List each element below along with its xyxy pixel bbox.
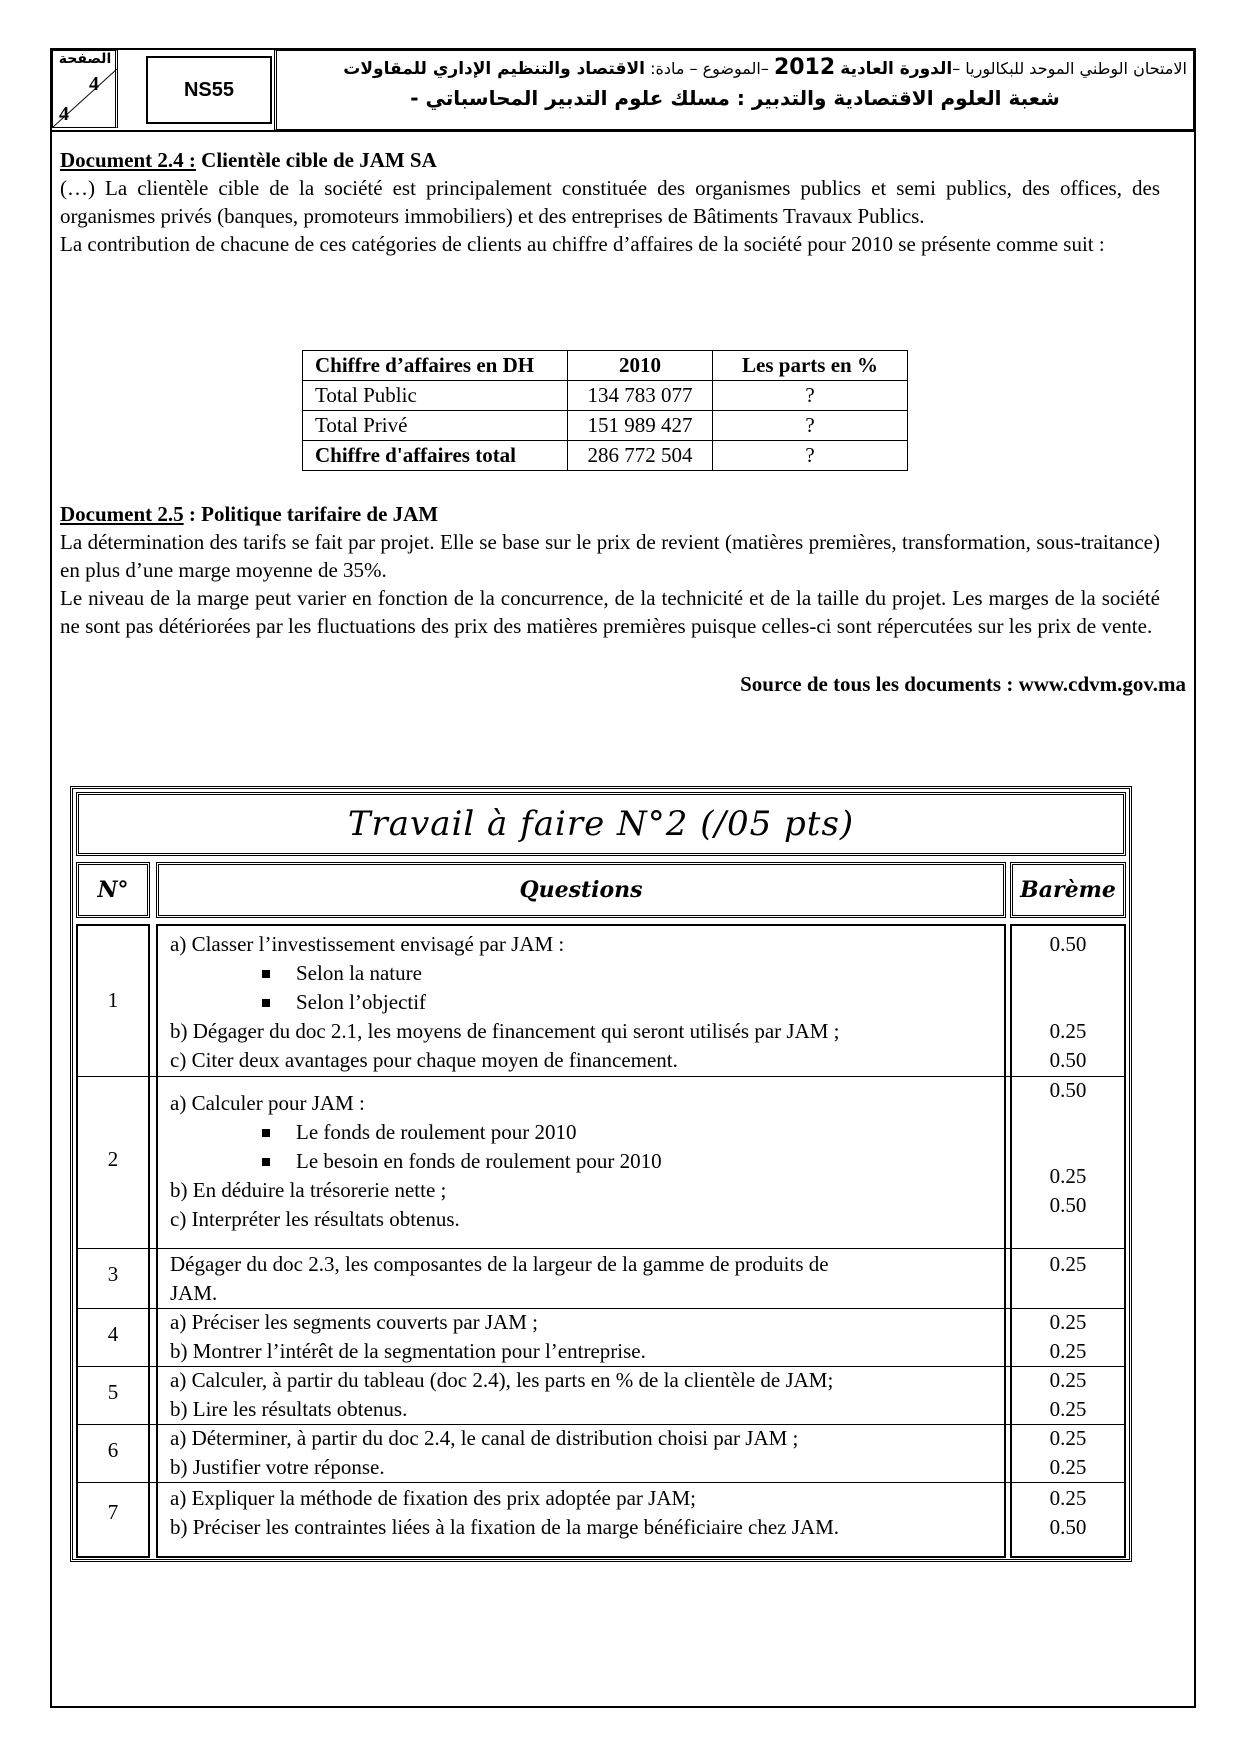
table-header-row [303,351,908,381]
exam-subject-name: الاقتصاد والتنظيم الإداري للمقاولات [343,59,645,79]
list-item [170,988,840,1017]
doc-2-5-paragraph-2: Le niveau de la marge peut varier en fonction de la concurrence, de la technicité et de la taille du projet. Les marges de la société ne sont pas détériorées par les fluctuations des prix des matières premières puisque celles-ci sont répercutées sur les prix de vente. [60,586,1160,638]
row-separator [76,1482,1126,1483]
doc-2-4-paragraph-2: La contribution de chacune de ces catégories de clients au chiffre d’affaires de la société pour 2010 se présente comme suit : [60,232,1105,256]
exam-subject-label: –الموضوع – مادة: [650,59,769,78]
points: 0.50 [1049,1193,1087,1217]
question-3-line-1: Dégager du doc 2.3, les composantes de la largeur de la gamme de produits de [170,1252,829,1276]
table-cell: 151 989 427 [568,411,713,441]
document-2-5 [60,500,1160,640]
points: 0.25 [1049,1486,1087,1510]
exam-track: شعبة العلوم الاقتصادية والتدبير : مسلك علوم التدبير المحاسباتي - [410,86,1060,110]
points: 0.25 [1049,1019,1087,1043]
page-number-box [52,50,118,128]
work-title: Travail à faire N°2 (/05 pts) [76,792,1126,856]
list-item [170,1147,662,1176]
table-header-cell: 2010 [568,351,713,381]
question-7-text [170,1484,839,1542]
table-cell: Total Privé [303,411,568,441]
list-item [170,1118,662,1147]
question-3-line-2: JAM. [170,1281,218,1305]
question-1a-item-2: Selon l’objectif [296,990,427,1014]
exam-name: الامتحان الوطني الموحد للبكالوريا – [952,59,1187,78]
exam-code: NS55 [146,56,272,124]
question-4-text [170,1308,646,1366]
list-item [170,959,840,988]
points: 0.50 [1049,1515,1087,1539]
question-6-text [170,1424,798,1482]
points: 0.25 [1049,1339,1087,1363]
question-number: 7 [107,1500,119,1524]
points: 0.50 [1049,932,1087,956]
question-5-text [170,1366,833,1424]
doc-2-5-label: Document 2.5 [60,502,184,526]
table-cell: 286 772 504 [568,441,713,471]
page-label: الصفحة [58,51,112,67]
question-1a: a) Classer l’investissement envisagé par JAM : [170,932,565,956]
table-cell: ? [713,381,908,411]
table-cell: ? [713,441,908,471]
question-2a: a) Calculer pour JAM : [170,1091,365,1115]
question-7b: b) Préciser les contraintes liées à la fixation de la marge bénéficiaire chez JAM. [170,1515,839,1539]
doc-2-5-title [60,500,1160,528]
points: 0.25 [1049,1252,1087,1276]
points: 0.25 [1049,1397,1087,1421]
row-separator [76,1076,1126,1077]
question-number: 3 [107,1262,119,1286]
doc-2-4-heading: Clientèle cible de JAM SA [195,148,437,172]
document-2-4 [60,146,1160,258]
column-header-number: N° [76,862,150,918]
doc-2-4-paragraph-1: (…) La clientèle cible de la société est principalement constituée des organismes publics et semi publics, des offices, des organismes privés (banques, promoteurs immobiliers) et des entreprises de Bâtiments Travaux Publics. [60,176,1160,228]
page-total: 4 [59,103,69,125]
exam-session: الدورة العادية [840,59,953,79]
question-6b: b) Justifier votre réponse. [170,1455,385,1479]
question-2a-item-1: Le fonds de roulement pour 2010 [296,1120,577,1144]
column-header-bareme: Barème [1010,862,1126,918]
points: 0.25 [1049,1455,1087,1479]
points: 0.25 [1049,1368,1087,1392]
question-2a-item-2: Le besoin en fonds de roulement pour 2010 [296,1149,662,1173]
question-5b: b) Lire les résultats obtenus. [170,1397,408,1421]
source-line: Source de tous les documents : www.cdvm.gov.ma [740,672,1186,696]
question-4a: a) Préciser les segments couverts par JAM ; [170,1310,538,1334]
points: 0.25 [1049,1164,1087,1188]
exam-title-line1 [283,55,1187,80]
question-number: 2 [107,1147,119,1171]
doc-2-4-label: Document 2.4 : [60,148,196,172]
exam-title-box [274,50,1194,130]
question-number: 4 [107,1322,119,1346]
question-1-text [170,930,840,1075]
question-number: 5 [107,1380,119,1404]
table-header-cell: Chiffre d’affaires en DH [303,351,568,381]
page-number: 4 [89,73,99,95]
question-7a: a) Expliquer la méthode de fixation des prix adoptée par JAM; [170,1486,697,1510]
exam-header [50,48,1196,132]
doc-2-5-paragraph-1: La détermination des tarifs se fait par projet. Elle se base sur le prix de revient (matières premières, transformation, sous-traitance) en plus d’une marge moyenne de 35%. [60,530,1160,582]
points: 0.25 [1049,1310,1087,1334]
question-6a: a) Déterminer, à partir du doc 2.4, le canal de distribution choisi par JAM ; [170,1426,799,1450]
points: 0.25 [1049,1426,1087,1450]
question-4b: b) Montrer l’intérêt de la segmentation pour l’entreprise. [170,1339,646,1363]
table-row [303,411,908,441]
question-5a: a) Calculer, à partir du tableau (doc 2.4), les parts en % de la clientèle de JAM; [170,1368,834,1392]
table-row [303,381,908,411]
exam-year: 2012 [773,55,836,80]
row-separator [76,1248,1126,1249]
question-number: 6 [107,1438,119,1462]
question-2-text [170,1089,662,1234]
table-header-cell: Les parts en % [713,351,908,381]
question-number: 1 [107,988,119,1012]
doc-2-4-title [60,146,1160,174]
points: 0.50 [1049,1078,1087,1102]
question-2b: b) En déduire la trésorerie nette ; [170,1178,447,1202]
revenue-table [302,350,908,471]
table-cell: ? [713,411,908,441]
table-cell: 134 783 077 [568,381,713,411]
table-cell: Chiffre d'affaires total [303,441,568,471]
question-2c: c) Interpréter les résultats obtenus. [170,1207,460,1231]
table-cell: Total Public [303,381,568,411]
question-1a-item-1: Selon la nature [296,961,422,985]
question-1b: b) Dégager du doc 2.1, les moyens de financement qui seront utilisés par JAM ; [170,1019,840,1043]
header-rule [50,130,1196,132]
column-header-questions: Questions [156,862,1006,918]
points: 0.50 [1049,1048,1087,1072]
table-row [303,441,908,471]
question-1c: c) Citer deux avantages pour chaque moyen de financement. [170,1048,678,1072]
doc-2-5-heading: : Politique tarifaire de JAM [183,502,439,526]
question-3-text [170,1250,829,1308]
